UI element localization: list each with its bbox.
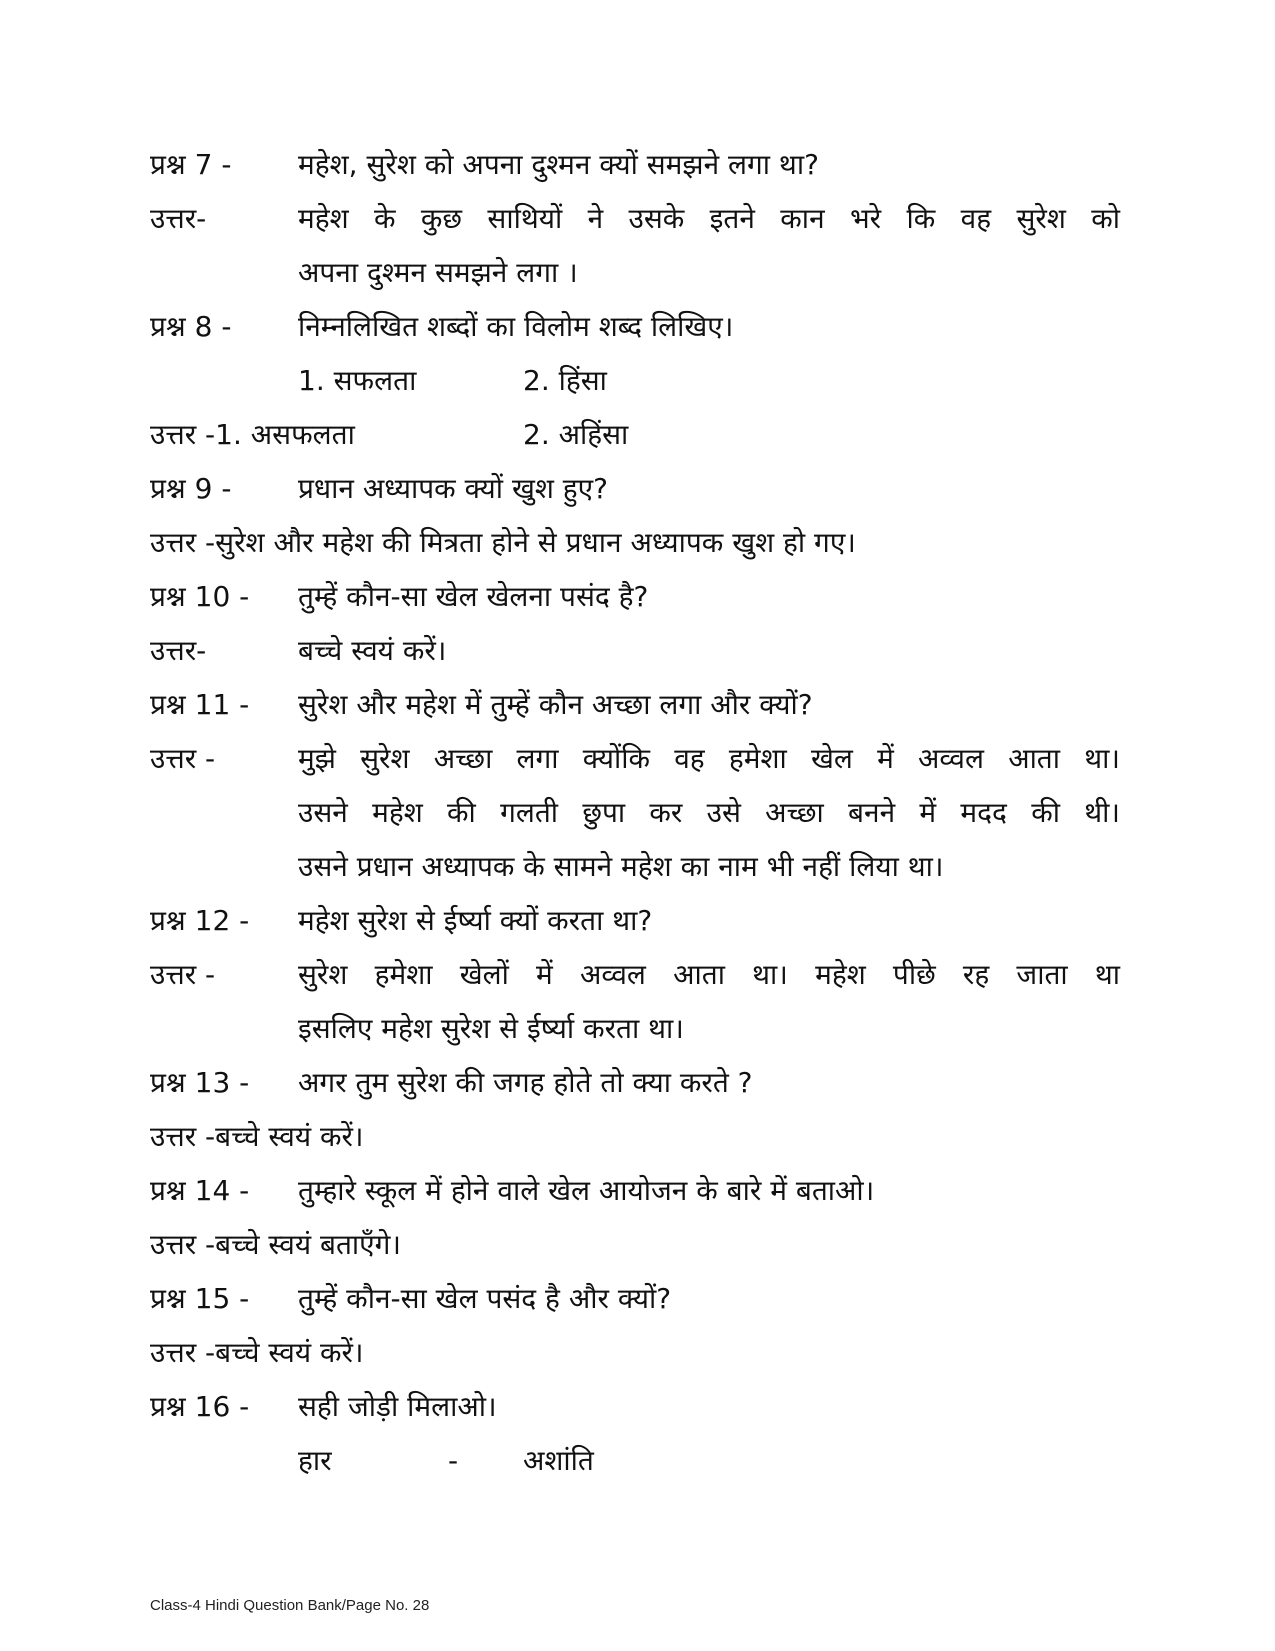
answer-label: उत्तर- [150, 202, 207, 235]
question-label: प्रश्न 14 - [150, 1174, 250, 1207]
pair-dash: - [448, 1444, 459, 1477]
question-16 [0, 1382, 1275, 1432]
answer-text: उसने महेश की गलती छुपा कर उसे अच्छा बनने में मदद की थी। [298, 796, 1120, 829]
question-8 [0, 302, 1275, 352]
match-pair-row [0, 1436, 1275, 1486]
pair-left: हार [298, 1444, 332, 1477]
answer-13 [0, 1112, 1275, 1162]
question-text: तुम्हें कौन-सा खेल खेलना पसंद है? [298, 580, 649, 613]
answer-7-continued [0, 248, 1275, 298]
question-text: सही जोड़ी मिलाओ। [298, 1390, 497, 1423]
question-text: तुम्हारे स्कूल में होने वाले खेल आयोजन के बारे में बताओ। [298, 1174, 875, 1207]
question-label: प्रश्न 12 - [150, 904, 250, 937]
answer-text: महेश के कुछ साथियों ने उसके इतने कान भरे कि वह सुरेश को [298, 202, 1120, 235]
question-label: प्रश्न 16 - [150, 1390, 250, 1423]
question-label: प्रश्न 10 - [150, 580, 250, 613]
question-text: तुम्हें कौन-सा खेल पसंद है और क्यों? [298, 1282, 672, 1315]
question-label: प्रश्न 8 - [150, 310, 232, 343]
question-8-options [0, 356, 1275, 406]
answer-12-continued [0, 1004, 1275, 1054]
answer-text: मुझे सुरेश अच्छा लगा क्योंकि वह हमेशा खेल में अव्वल आता था। [298, 742, 1120, 775]
question-14 [0, 1166, 1275, 1216]
answer-text: सुरेश हमेशा खेलों में अव्वल आता था। महेश पीछे रह जाता था [298, 958, 1120, 991]
question-text: निम्नलिखित शब्दों का विलोम शब्द लिखिए। [298, 310, 734, 343]
answer-14 [0, 1220, 1275, 1270]
pair-right: अशांति [523, 1444, 594, 1477]
question-13 [0, 1058, 1275, 1108]
answer-label: उत्तर- [150, 634, 207, 667]
question-12 [0, 896, 1275, 946]
answer-option-2: 2. अहिंसा [523, 418, 629, 451]
answer-text: उसने प्रधान अध्यापक के सामने महेश का नाम भी नहीं लिया था। [298, 850, 944, 883]
answer-text: उत्तर -बच्चे स्वयं बताएँगे। [150, 1228, 402, 1261]
answer-text: बच्चे स्वयं करें। [298, 634, 447, 667]
answer-text: उत्तर -सुरेश और महेश की मित्रता होने से प्रधान अध्यापक खुश हो गए। [150, 526, 856, 559]
question-15 [0, 1274, 1275, 1324]
question-label: प्रश्न 15 - [150, 1282, 250, 1315]
answer-15 [0, 1328, 1275, 1378]
answer-text: उत्तर -बच्चे स्वयं करें। [150, 1120, 364, 1153]
answer-text: अपना दुश्मन समझने लगा । [298, 256, 578, 289]
answer-11 [0, 734, 1275, 784]
question-7 [0, 140, 1275, 190]
option-1: 1. सफलता [298, 364, 417, 397]
answer-9 [0, 518, 1275, 568]
answer-7 [0, 194, 1275, 244]
answer-label: उत्तर - [150, 742, 216, 775]
answer-12 [0, 950, 1275, 1000]
answer-11-continued [0, 842, 1275, 892]
answer-10 [0, 626, 1275, 676]
page-footer: Class-4 Hindi Question Bank/Page No. 28 [150, 1597, 430, 1614]
answer-8 [0, 410, 1275, 460]
question-11 [0, 680, 1275, 730]
answer-11-continued [0, 788, 1275, 838]
question-text: अगर तुम सुरेश की जगह होते तो क्या करते ? [298, 1066, 753, 1099]
answer-text: उत्तर -बच्चे स्वयं करें। [150, 1336, 364, 1369]
question-label: प्रश्न 9 - [150, 472, 232, 505]
answer-text: उत्तर -1. असफलता [150, 418, 355, 451]
question-text: प्रधान अध्यापक क्यों खुश हुए? [298, 472, 608, 505]
question-label: प्रश्न 13 - [150, 1066, 250, 1099]
question-label: प्रश्न 11 - [150, 688, 250, 721]
question-text: महेश सुरेश से ईर्ष्या क्यों करता था? [298, 904, 653, 937]
question-text: सुरेश और महेश में तुम्हें कौन अच्छा लगा और क्यों? [298, 688, 813, 721]
answer-text: इसलिए महेश सुरेश से ईर्ष्या करता था। [298, 1012, 684, 1045]
question-9 [0, 464, 1275, 514]
question-10 [0, 572, 1275, 622]
question-text: महेश, सुरेश को अपना दुश्मन क्यों समझने लगा था? [298, 148, 819, 181]
answer-label: उत्तर - [150, 958, 216, 991]
option-2: 2. हिंसा [523, 364, 607, 397]
question-label: प्रश्न 7 - [150, 148, 232, 181]
